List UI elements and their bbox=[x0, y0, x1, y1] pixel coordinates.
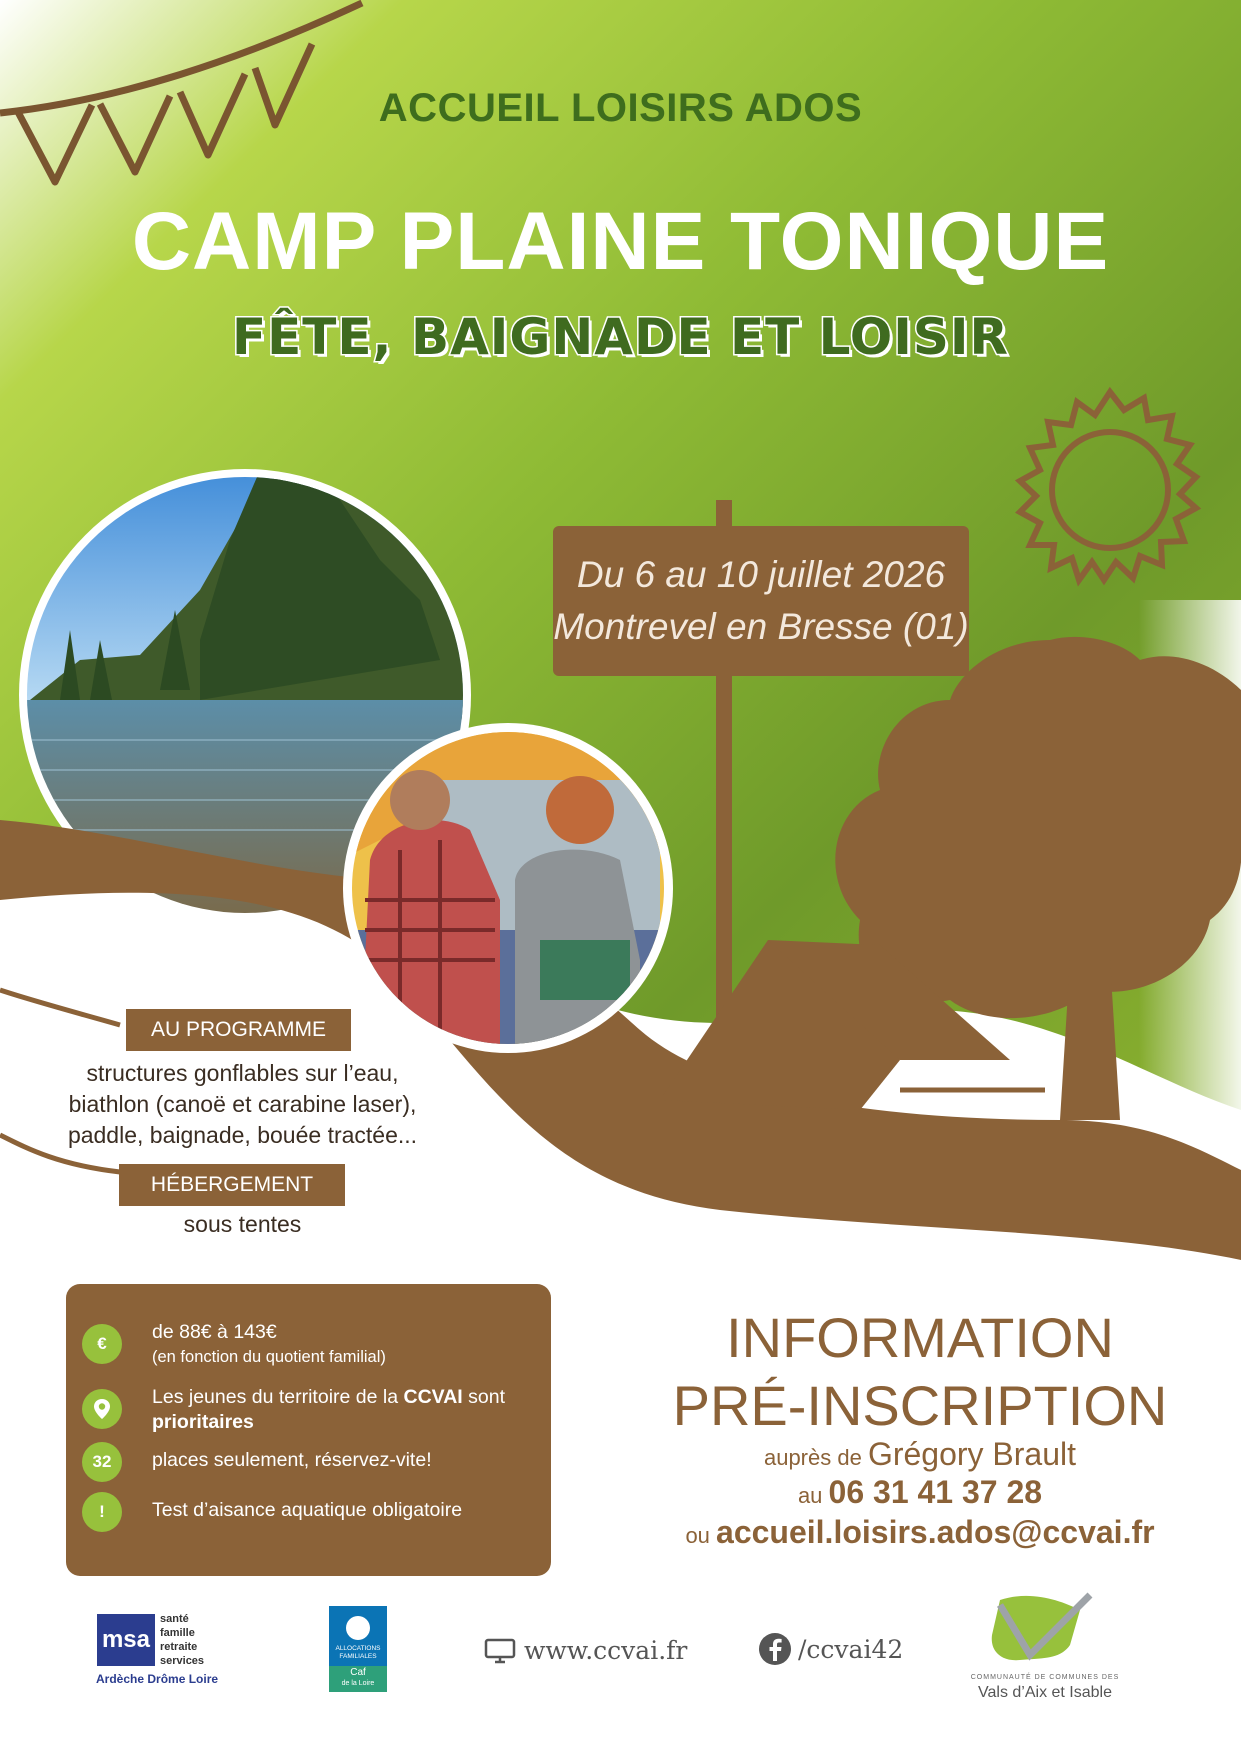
email-prefix: ou bbox=[685, 1523, 717, 1548]
phone-prefix: au bbox=[797, 1483, 829, 1508]
programme-label: AU PROGRAMME bbox=[126, 1009, 351, 1051]
msa-line: retraite bbox=[160, 1641, 198, 1653]
facebook-icon bbox=[758, 1632, 792, 1666]
contact-name: Grégory Brault bbox=[867, 1436, 1077, 1472]
priority-text: Les jeunes du territoire de la bbox=[152, 1386, 404, 1408]
caf-label bbox=[329, 1645, 387, 1661]
msa-tagline bbox=[160, 1612, 204, 1668]
places-text: places seulement, réservez-vite! bbox=[152, 1449, 432, 1471]
caf-name bbox=[329, 1667, 387, 1689]
programme-line: structures gonflables sur l’eau, bbox=[86, 1060, 399, 1086]
contact-phone[interactable] bbox=[640, 1474, 1200, 1511]
msa-line: services bbox=[160, 1655, 205, 1667]
organizer-heading: ACCUEIL LOISIRS ADOS bbox=[378, 86, 863, 130]
location-pin-icon bbox=[82, 1389, 122, 1429]
test-text: Test d’aisance aquatique obligatoire bbox=[152, 1499, 463, 1521]
programme-line: paddle, baignade, bouée tractée... bbox=[67, 1122, 418, 1148]
msa-letters: msa bbox=[101, 1626, 151, 1653]
contact-prefix: auprès de bbox=[763, 1445, 868, 1470]
priority-bold: prioritaires bbox=[152, 1411, 254, 1433]
hebergement-text: sous tentes bbox=[183, 1211, 302, 1237]
preinscription-heading: PRÉ-INSCRIPTION bbox=[672, 1374, 1168, 1437]
page-title: CAMP PLAINE TONIQUE bbox=[131, 196, 1110, 287]
programme-list bbox=[20, 1058, 465, 1151]
details-box bbox=[66, 1284, 551, 1576]
computer-icon bbox=[484, 1638, 516, 1664]
price-note: (en fonction du quotient familial) bbox=[152, 1348, 386, 1366]
programme-line: biathlon (canoë et carabine laser), bbox=[68, 1091, 417, 1117]
places-count-badge: 32 bbox=[82, 1442, 122, 1482]
facebook-text[interactable]: /ccvai42 bbox=[798, 1635, 904, 1664]
date-location-sign bbox=[553, 526, 969, 676]
euro-icon: € bbox=[82, 1324, 122, 1364]
priority-ccvai: CCVAI bbox=[403, 1386, 463, 1408]
msa-line: famille bbox=[160, 1627, 195, 1639]
price-range: de 88€ à 143€ bbox=[152, 1321, 277, 1343]
caf-line: ALLOCATIONS bbox=[335, 1645, 381, 1652]
caf-brand: Caf bbox=[350, 1667, 366, 1678]
phone-number[interactable]: 06 31 41 37 28 bbox=[828, 1474, 1043, 1510]
camp-location: Montrevel en Bresse (01) bbox=[553, 606, 969, 647]
website-text[interactable]: www.ccvai.fr bbox=[524, 1636, 688, 1665]
camp-dates: Du 6 au 10 juillet 2026 bbox=[576, 554, 946, 595]
hebergement-label: HÉBERGEMENT bbox=[119, 1164, 345, 1206]
warning-icon: ! bbox=[82, 1492, 122, 1532]
ccvai-small-label: COMMUNAUTÉ DE COMMUNES DES bbox=[970, 1674, 1120, 1681]
ccvai-logo-mark bbox=[992, 1595, 1090, 1660]
contact-email[interactable] bbox=[640, 1514, 1200, 1551]
caf-region: de la Loire bbox=[341, 1680, 375, 1687]
caf-line: FAMILIALES bbox=[339, 1653, 377, 1660]
msa-region: Ardèche Drôme Loire bbox=[96, 1672, 219, 1686]
info-heading: INFORMATION bbox=[726, 1306, 1114, 1369]
email-link[interactable]: accueil.loisirs.ados@ccvai.fr bbox=[716, 1514, 1155, 1550]
ccvai-name: Vals d’Aix et Isable bbox=[978, 1684, 1112, 1701]
priority-text-end: sont bbox=[462, 1386, 505, 1408]
contact-person bbox=[640, 1436, 1200, 1473]
msa-line: santé bbox=[160, 1613, 189, 1625]
page-subtitle: FÊTE, BAIGNADE ET LOISIR bbox=[231, 308, 1009, 366]
